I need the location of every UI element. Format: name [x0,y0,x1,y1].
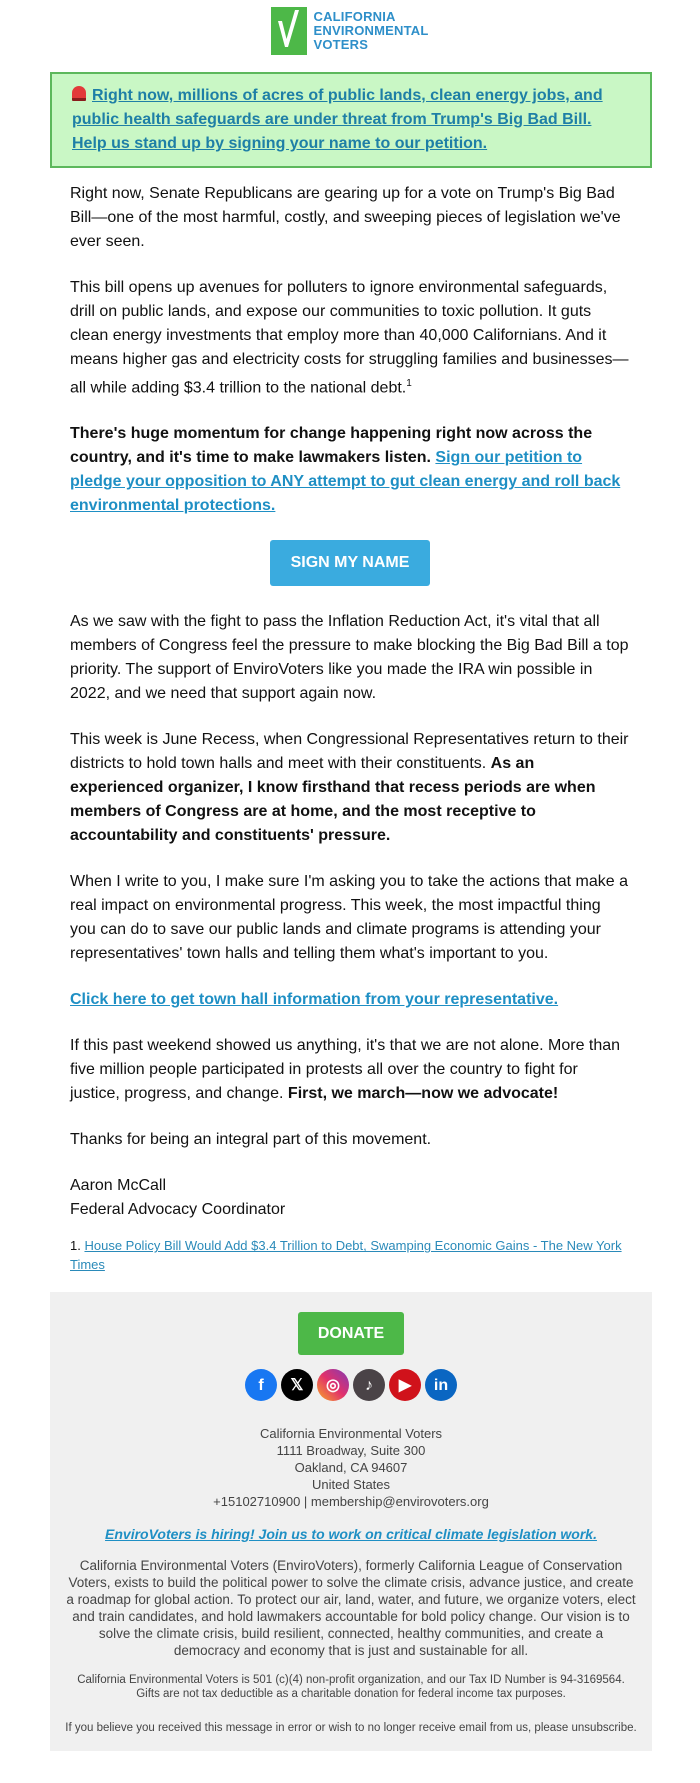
alert-banner [50,72,652,168]
bold-text: There's huge momentum for change happening right now across the country, and it's time to make lawmakers listen. [70,425,593,467]
instagram-icon[interactable]: ◎ [317,1369,349,1401]
address-country: United States [311,1477,391,1493]
linkedin-icon[interactable]: in [425,1369,457,1401]
legal-notice: California Environmental Voters is 501 (c)(4) non-profit organization, and our Tax ID Number is 94-3169564. Gifts are not tax deductible as a charitable donation for federal income tax purposes. [77,1674,625,1701]
address-line: 1111 Broadway, Suite 300 [276,1443,426,1459]
paragraph-text: This week is June Recess, when Congressional Representatives return to their districts to hold town halls and meet with their constituents. [70,731,629,773]
paragraph [70,988,630,1012]
logo-line: CALIFORNIA [313,9,396,24]
signature-name: Aaron McCall [70,1177,167,1195]
signature-title: Federal Advocacy Coordinator [70,1201,286,1219]
org-name: California Environmental Voters [259,1426,443,1442]
paragraph: Right now, Senate Republicans are gearing up for a vote on Trump's Big Bad Bill—one of the most harmful, costly, and sweeping pieces of legislation we've ever seen. [70,185,621,250]
footer [50,1292,652,1751]
bold-text: As an experienced organizer, I know firsthand that recess periods are when members of Congress are at home, and the most receptive to accountability and constituents' pressure. [70,755,596,845]
youtube-icon[interactable]: ▶ [389,1369,421,1401]
email-body [0,182,700,1274]
facebook-icon[interactable]: f [245,1369,277,1401]
unsubscribe-notice[interactable]: If you believe you received this message in error or wish to no longer receive email from us, please unsubscribe. [65,1722,637,1735]
paragraph-text: If this past weekend showed us anything, it's that we are not alone. More than five million people participated in protests all over the country to fight for justice, progress, and change. [70,1037,621,1103]
footnote-link[interactable]: House Policy Bill Would Add $3.4 Trillion to Debt, Swamping Economic Gains - The New York Times [70,1238,622,1273]
contact-info: +15102710900 | membership@envirovoters.org [213,1494,489,1510]
paragraph: When I write to you, I make sure I'm asking you to take the actions that make a real impact on environmental progress. This week, the most impactful thing you can do to save our public lands and climate programs is attending your representatives' town halls and telling them what's important to you. [70,873,628,963]
paragraph [70,728,630,848]
petition-alert-link[interactable]: Right now, millions of acres of public lands, clean energy jobs, and public health safeguards are under threat from Trump's Big Bad Bill. Help us stand up by signing your name to our petition. [72,87,603,152]
logo-line: VOTERS [313,37,369,52]
x-icon[interactable]: 𝕏 [281,1369,313,1401]
logo[interactable] [0,0,700,56]
tiktok-icon[interactable]: ♪ [353,1369,385,1401]
paragraph [70,1034,630,1106]
paragraph [70,422,630,518]
logo-line: ENVIRONMENTAL [313,23,429,38]
footnote-number: 1. [70,1238,81,1254]
checkmark-logo-icon [271,7,307,55]
town-hall-link[interactable]: Click here to get town hall information from your representative. [70,991,559,1009]
paragraph-text: This bill opens up avenues for polluters to ignore environmental safeguards, drill on public lands, and expose our communities to toxic pollution. It guts clean energy investments that employ more than 40,000 Californians. And it means higher gas and electricity costs for struggling families and businesses—all while adding $3.4 trillion to the national debt. [70,279,629,397]
address-line: Oakland, CA 94607 [294,1460,408,1476]
sign-my-name-button[interactable]: SIGN MY NAME [270,540,431,586]
footnote-ref[interactable]: 1 [406,378,412,389]
footnote [70,1236,630,1274]
signature [70,1174,630,1222]
social-links [64,1369,638,1401]
donate-button[interactable]: DONATE [298,1312,404,1355]
paragraph: As we saw with the fight to pass the Inflation Reduction Act, it's vital that all members of Congress feel the pressure to make blocking the Big Bad Bill a top priority. The support of EnviroVoters like you made the IRA win possible in 2022, and we need that support again now. [70,613,629,703]
paragraph [70,276,630,400]
logo-text [313,10,428,52]
bold-text: First, we march—now we advocate! [287,1085,559,1103]
petition-link[interactable]: Sign our petition to pledge your opposition to ANY attempt to gut clean energy and roll back environmental protections. [70,449,621,515]
mission-statement: California Environmental Voters (EnviroVoters), formerly California League of Conservation Voters, exists to build the political power to solve the climate crisis, advance justice, and create a roadmap for global action. To protect our air, land, water, and future, we organize voters, elect and train candidates, and hold lawmakers accountable for bold policy change. Our vision is to solve the climate crisis, build resilient, connected, healthy communities, and create a democracy and economy that is just and sustainable for all. [66,1558,636,1659]
hiring-link[interactable]: EnviroVoters is hiring! Join us to work on critical climate legislation work. [105,1526,597,1543]
paragraph: Thanks for being an integral part of this movement. [70,1131,432,1149]
siren-icon [72,86,86,101]
